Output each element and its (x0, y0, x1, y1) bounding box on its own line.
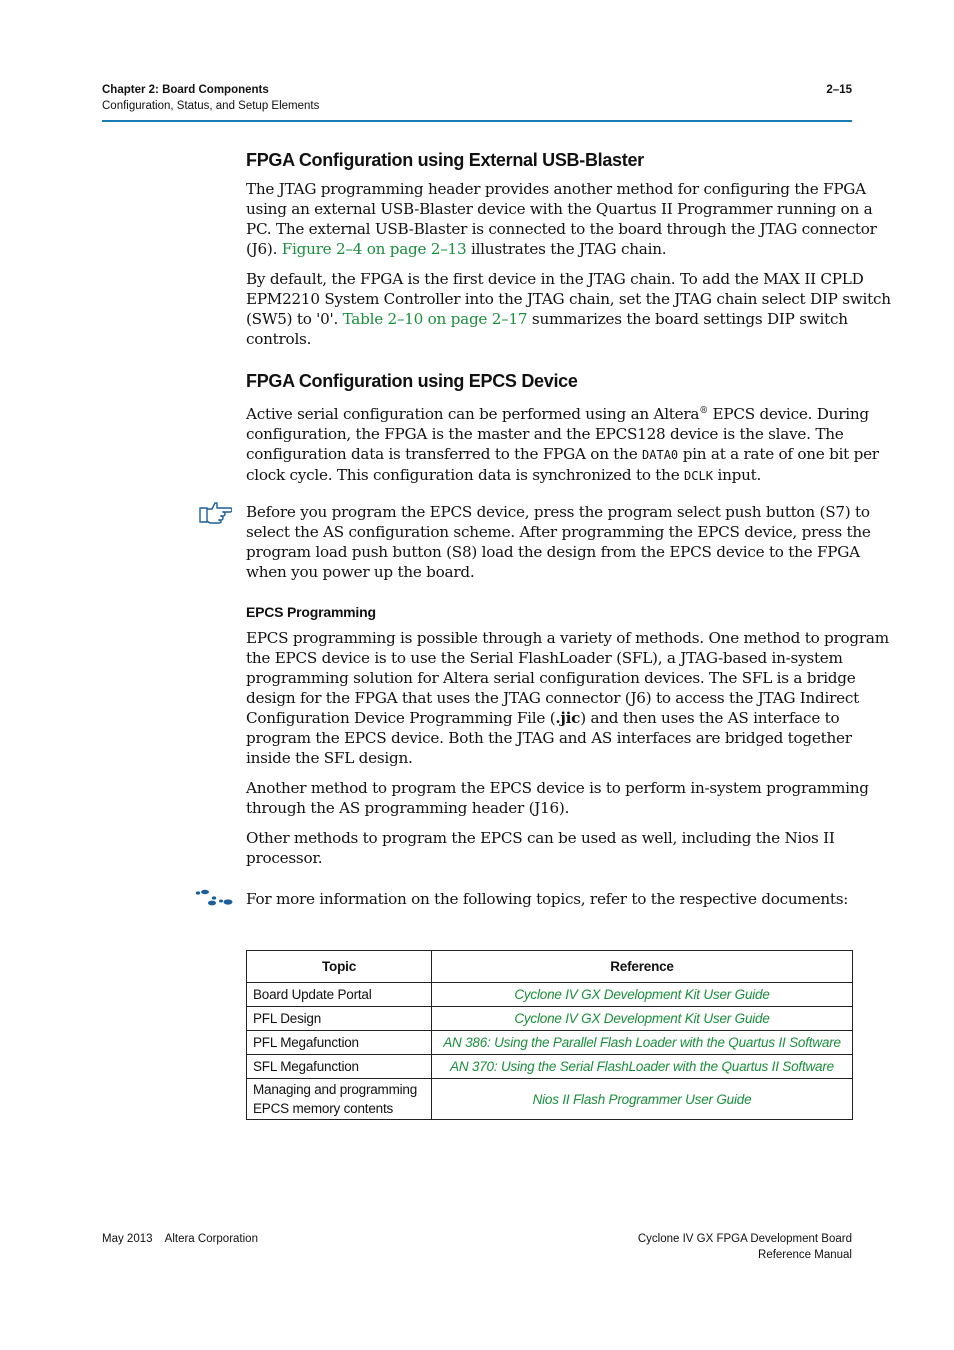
section-title-epcs: FPGA Configuration using EPCS Device (246, 371, 578, 391)
table-row (247, 1007, 853, 1031)
text-line (246, 465, 858, 486)
signal-data0: DATA0 (642, 448, 679, 463)
registered-mark: ® (699, 406, 708, 416)
text-line: through the AS programming header (J16). (246, 799, 570, 817)
column-header-reference: Reference (432, 951, 853, 983)
header-rule (102, 120, 852, 122)
text-line: Before you program the EPCS device, press the program select push button (S7) to (246, 503, 870, 521)
text-fragment: (SW5) to '0'. (246, 310, 343, 328)
text-line: EPM2210 System Controller into the JTAG chain, set the JTAG chain select DIP switch (246, 290, 891, 308)
text-line (246, 239, 858, 259)
paragraph-epcs-1 (246, 401, 879, 486)
table-row (247, 1031, 853, 1055)
text-fragment: Configuration Device Programming File ( (246, 709, 556, 727)
figure-2-4-link[interactable]: Figure 2–4 on page 2–13 (281, 240, 467, 258)
info-paragraph (246, 889, 858, 909)
text-fragment: illustrates the JTAG chain. (466, 240, 667, 258)
text-line: configuration, the FPGA is the master and the EPCS128 device is the slave. The (246, 425, 844, 444)
text-fragment: EPCS device. During (707, 405, 869, 424)
text-fragment: Active serial configuration can be performed using an Altera (246, 405, 700, 424)
subsection-title-epcs-programming: EPCS Programming (246, 604, 376, 620)
signal-dclk: DCLK (684, 469, 713, 484)
table-row (247, 1079, 853, 1120)
text-fragment: ) and then uses the AS interface to (580, 709, 840, 727)
text-line: program the EPCS device. Both the JTAG and AS interfaces are bridged together (246, 729, 852, 747)
text-fragment: configuration data is transferred to the FPGA on the (246, 445, 643, 464)
text-line: Other methods to program the EPCS can be used as well, including the Nios II (246, 829, 835, 847)
table-row (247, 983, 853, 1007)
reference-link[interactable]: AN 370: Using the Serial FlashLoader with the Quartus II Software (432, 1055, 853, 1079)
reference-table (246, 950, 853, 1120)
reference-link[interactable]: Cyclone IV GX Development Kit User Guide (432, 1007, 853, 1031)
topic-cell: PFL Megafunction (247, 1031, 432, 1055)
reference-link[interactable]: Cyclone IV GX Development Kit User Guide (432, 983, 853, 1007)
text-line: Another method to program the EPCS device is to perform in-system programming (246, 779, 869, 797)
text-fragment: pin at a rate of one bit per (678, 445, 879, 464)
text-line: PC. The external USB-Blaster is connected to the board through the JTAG connector (246, 220, 877, 238)
footer-document-type: Reference Manual (758, 1249, 852, 1261)
text-line: select the AS configuration scheme. After programming the EPCS device, press the (246, 523, 871, 541)
text-line (246, 309, 858, 329)
text-line (246, 708, 858, 728)
page-number: 2–15 (826, 84, 852, 96)
text-line: controls. (246, 330, 312, 348)
text-fragment: (J6). (246, 240, 282, 258)
text-line: By default, the FPGA is the first device in the JTAG chain. To add the MAX II CPLD (246, 270, 864, 288)
topic-line: Managing and programming (253, 1082, 418, 1097)
note-epcs (246, 502, 871, 582)
table-row (247, 1055, 853, 1079)
footer-date-publisher: May 2013 Altera Corporation (102, 1233, 258, 1245)
text-fragment: input. (712, 466, 762, 485)
text-line: EPCS programming is possible through a variety of methods. One method to program (246, 629, 889, 647)
footer-document-title: Cyclone IV GX FPGA Development Board (637, 1233, 852, 1245)
text-line: programming solution for Altera serial configuration devices. The SFL is a bridge (246, 669, 856, 687)
topic-cell (247, 1079, 432, 1120)
reference-link[interactable]: AN 386: Using the Parallel Flash Loader with the Quartus II Software (432, 1031, 853, 1055)
text-fragment: summarizes the board settings DIP switch (527, 310, 848, 328)
text-line: when you power up the board. (246, 563, 475, 581)
jic-extension: .jic (555, 709, 581, 727)
table-header-row (247, 951, 853, 983)
column-header-topic: Topic (247, 951, 432, 983)
paragraph-epcs-programming-3 (246, 828, 858, 868)
paragraph-usb-blaster-1 (246, 179, 877, 259)
running-header-chapter: Chapter 2: Board Components (102, 84, 269, 96)
topic-cell: Board Update Portal (247, 983, 432, 1007)
text-line (246, 401, 869, 424)
topic-cell: SFL Megafunction (247, 1055, 432, 1079)
text-line: processor. (246, 849, 323, 867)
paragraph-usb-blaster-2 (246, 269, 891, 349)
paragraph-epcs-programming-1 (246, 628, 889, 768)
text-line: design for the FPGA that uses the JTAG connector (J6) to access the JTAG Indirect (246, 689, 859, 707)
text-line: using an external USB-Blaster device with the Quartus II Programmer running on a (246, 200, 873, 218)
pointing-hand-note-icon (198, 500, 232, 524)
paragraph-epcs-programming-2 (246, 778, 869, 818)
text-line (246, 444, 879, 465)
text-line: For more information on the following topics, refer to the respective documents: (246, 890, 849, 908)
footsteps-info-icon (194, 888, 234, 908)
topic-line: EPCS memory contents (253, 1101, 394, 1116)
text-line: program load push button (S8) load the design from the EPCS device to the FPGA (246, 543, 860, 561)
running-header-section: Configuration, Status, and Setup Elements (102, 100, 320, 112)
section-title-usb-blaster: FPGA Configuration using External USB-Blaster (246, 150, 644, 170)
topic-cell: PFL Design (247, 1007, 432, 1031)
table-2-10-link[interactable]: Table 2–10 on page 2–17 (342, 310, 528, 328)
text-line: inside the SFL design. (246, 749, 413, 767)
reference-link[interactable]: Nios II Flash Programmer User Guide (432, 1079, 853, 1120)
text-line: The JTAG programming header provides another method for configuring the FPGA (246, 180, 866, 198)
text-fragment: clock cycle. This configuration data is synchronized to the (246, 466, 685, 485)
text-line: the EPCS device is to use the Serial FlashLoader (SFL), a JTAG-based in-system (246, 649, 843, 667)
